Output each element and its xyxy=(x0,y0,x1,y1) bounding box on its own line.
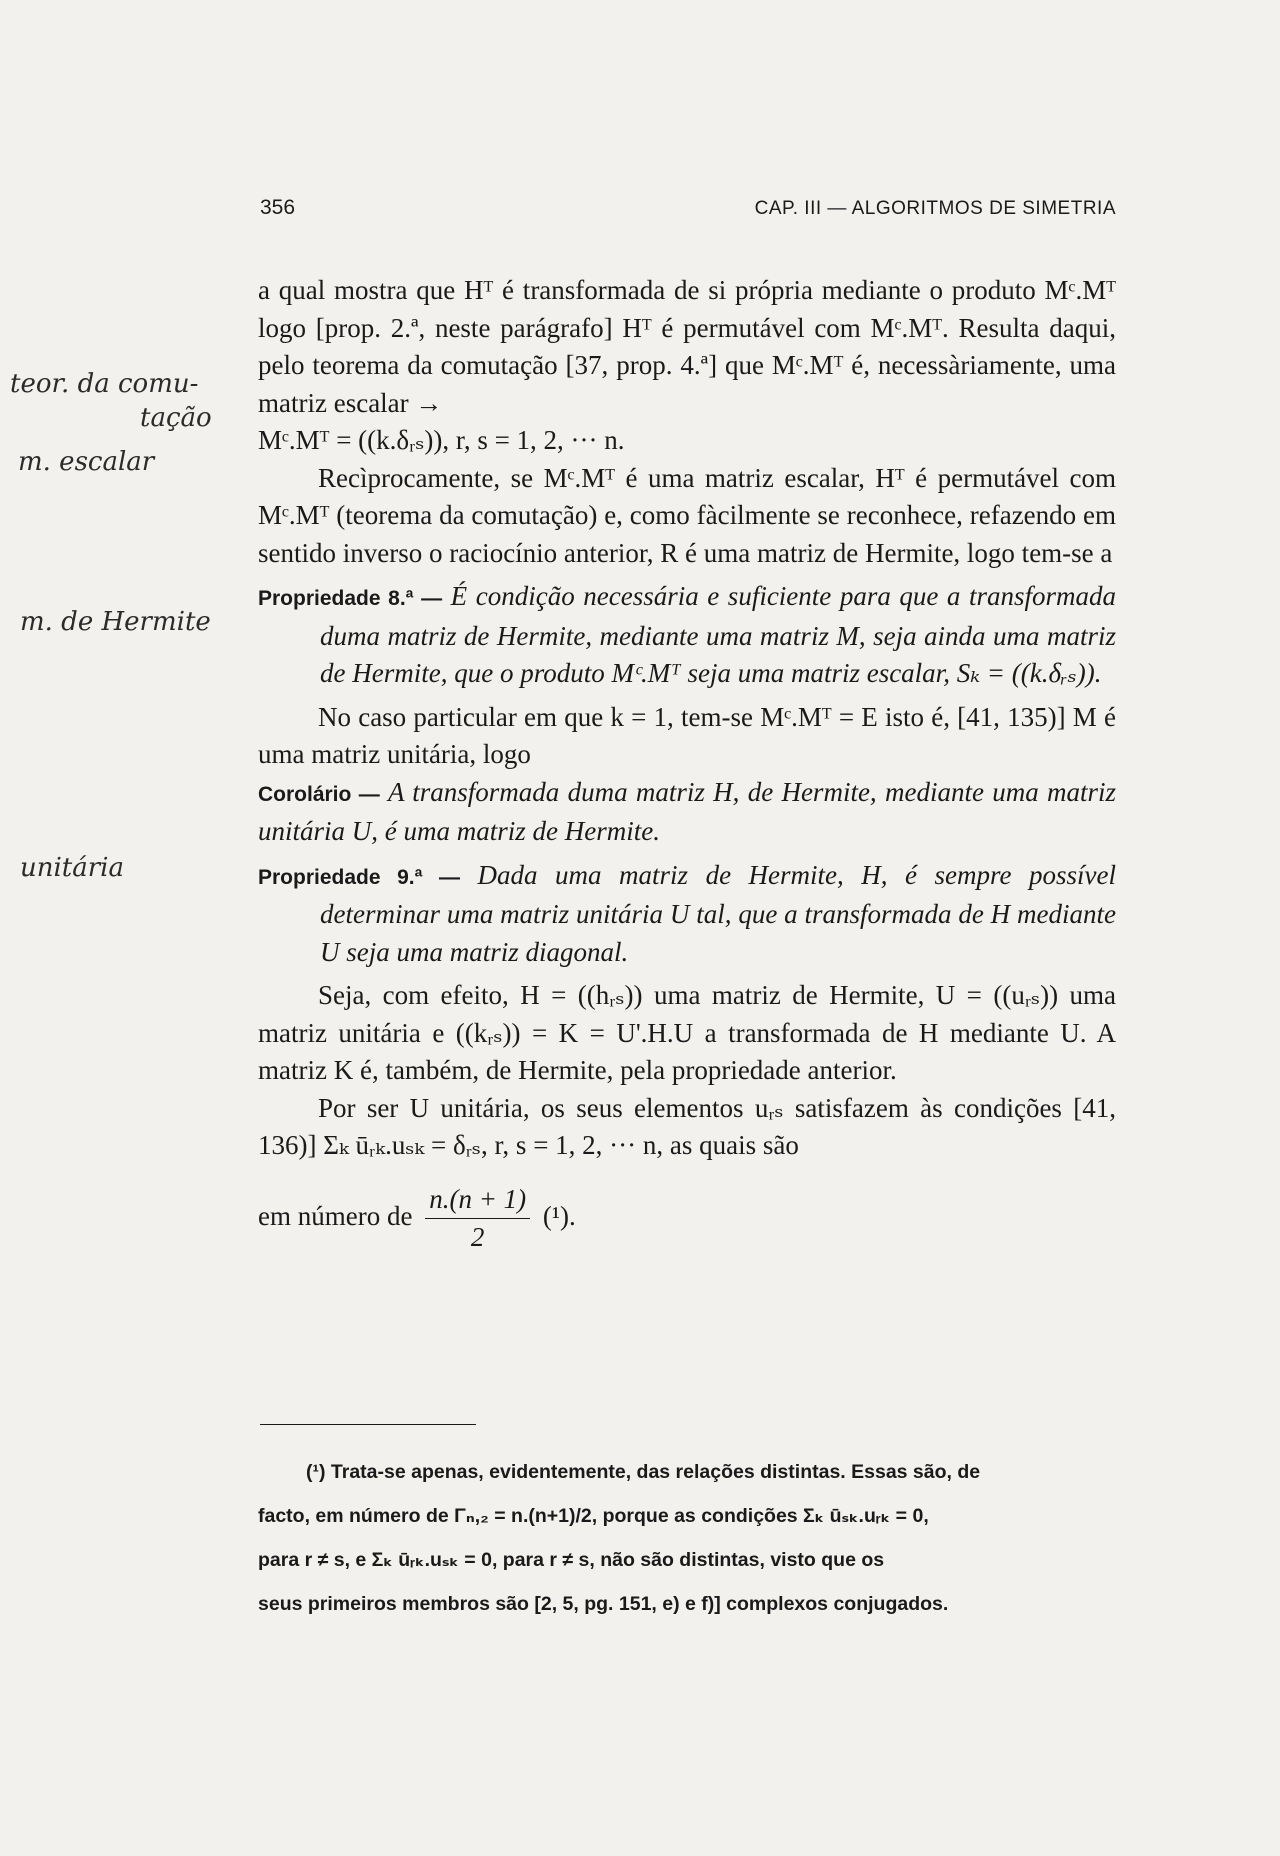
formula-escalar: Mᶜ.Mᵀ = ((k.δᵣₛ)), r, s = 1, 2, ··· n. xyxy=(258,425,625,455)
property-8-label: Propriedade 8.ª — xyxy=(258,587,443,610)
property-9-text: Dada uma matriz de Hermite, H, é sempre possível determinar uma matriz unitária U tal, que a transformada de H mediante U seja uma matriz diagonal. xyxy=(320,859,1117,967)
corollary-text: A transformada duma matriz H, de Hermite, mediante uma matriz unitária U, é uma matriz de Hermite. xyxy=(258,776,1117,846)
running-head: CAP. III — ALGORITMOS DE SIMETRIA xyxy=(754,198,1116,219)
footnote xyxy=(258,1450,1116,1626)
corollary-label: Corolário — xyxy=(258,782,380,806)
footnote-line-3: para r ≠ s, e Σₖ ūᵣₖ.uₛₖ = 0, para r ≠ s, não são distintas, visto que os xyxy=(258,1549,885,1571)
count-fraction xyxy=(425,1181,530,1257)
paragraph-1: a qual mostra que Hᵀ é transformada de si própria mediante o produto Mᶜ.Mᵀ logo [prop. 2.ª, neste parágrafo] Hᵀ é permutável com Mᶜ.Mᵀ. Resulta daqui, pelo teorema da comutação [37, prop. 4.ª] que Mᶜ.Mᵀ é, necessàriamente, uma matriz escalar → xyxy=(258,275,1116,418)
footnote-line-1: (¹) Trata-se apenas, evidentemente, das relações distintas. Essas são, de xyxy=(306,1461,981,1483)
footnote-line-4: seus primeiros membros são [2, 5, pg. 151, e) e f)] complexos conjugados. xyxy=(258,1593,949,1615)
fraction-numerator: n.(n + 1) xyxy=(425,1181,530,1220)
footnote-line-2: facto, em número de Γₙ,₂ = n.(n+1)/2, porque as condições Σₖ ūₛₖ.uᵣₖ = 0, xyxy=(258,1505,929,1527)
paragraph-5: Por ser U unitária, os seus elementos uᵣₛ satisfazem às condições [41, 136)] Σₖ ūᵣₖ.uₛₖ = δᵣₛ, r, s = 1, 2, ··· n, as quais são xyxy=(258,1092,1116,1160)
margin-note-unitaria: unitária xyxy=(20,853,124,883)
page-number: 356 xyxy=(260,196,296,219)
margin-note-tacao: tação xyxy=(140,403,212,433)
property-9-label: Propriedade 9.ª — xyxy=(258,865,461,889)
main-text xyxy=(258,272,1116,1257)
property-8-text: É condição necessária e suficiente para que a transformada duma matriz de Hermite, mediante uma matriz M, seja ainda uma matriz de Hermite, que o produto Mᶜ.Mᵀ seja uma matriz escalar, Sₖ = ((k.δᵣₛ)). xyxy=(320,581,1117,688)
paragraph-3: No caso particular em que k = 1, tem-se Mᶜ.Mᵀ = E isto é, [41, 135)] M é uma matriz unitária, logo xyxy=(258,701,1116,769)
count-prefix: em número de xyxy=(258,1200,413,1231)
paragraph-4: Seja, com efeito, H = ((hᵣₛ)) uma matriz de Hermite, U = ((uᵣₛ)) uma matriz unitária e ((kᵣₛ)) = K = U'.H.U a transformada de H mediante U. A matriz K é, também, de Hermite, pela propriedade anterior. xyxy=(258,980,1116,1085)
property-9 xyxy=(258,857,1116,972)
margin-note-teor-comutacao: teor. da comu- xyxy=(10,369,199,399)
margin-note-escalar: m. escalar xyxy=(18,447,155,477)
fraction-denominator: 2 xyxy=(470,1222,485,1252)
footnote-rule xyxy=(260,1424,476,1425)
paragraph-6 xyxy=(258,1181,1116,1257)
page-header xyxy=(260,196,1116,220)
margin-note-hermite: m. de Hermite xyxy=(20,607,211,637)
footnote-ref: (¹). xyxy=(542,1200,576,1231)
corollary xyxy=(258,774,1116,851)
property-8 xyxy=(258,578,1116,693)
paragraph-2: Recìprocamente, se Mᶜ.Mᵀ é uma matriz escalar, Hᵀ é permutável com Mᶜ.Mᵀ (teorema da comutação) e, como fàcilmente se reconhece, refazendo em sentido inverso o raciocínio anterior, R é uma matriz de Hermite, logo tem-se a xyxy=(258,462,1116,568)
